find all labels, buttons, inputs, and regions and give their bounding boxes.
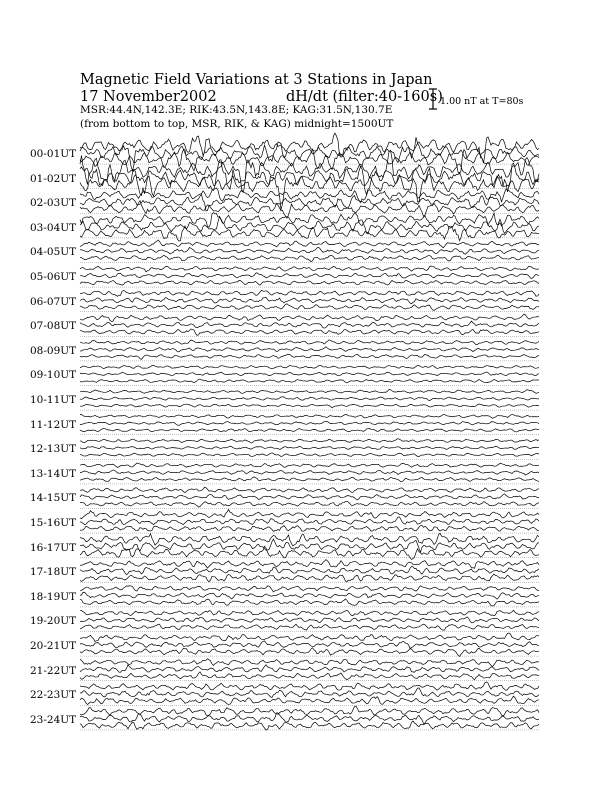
trace-rik <box>80 217 539 234</box>
trace-rik <box>80 137 539 171</box>
hour-label: 11-12UT <box>30 418 77 431</box>
hour-label: 23-24UT <box>30 713 77 726</box>
quantity-label: dH/dt (filter:40-160s) <box>286 89 443 105</box>
trace-kag <box>80 706 539 716</box>
trace-rik <box>80 297 539 303</box>
trace-rik <box>80 446 539 449</box>
trace-kag <box>80 439 539 443</box>
trace-kag <box>80 240 539 248</box>
trace-msr <box>80 201 539 219</box>
trace-rik <box>80 494 539 500</box>
trace-msr <box>80 329 539 335</box>
trace-kag <box>80 659 539 667</box>
hour-label: 16-17UT <box>30 541 77 554</box>
hour-label: 21-22UT <box>30 664 77 677</box>
hour-label: 17-18UT <box>30 566 77 579</box>
trace-rik <box>80 592 539 599</box>
hour-label: 22-23UT <box>30 689 77 702</box>
trace-msr <box>80 280 539 285</box>
trace-kag <box>80 610 539 616</box>
hour-label: 01-02UT <box>30 172 77 185</box>
hour-label: 10-11UT <box>30 394 77 406</box>
trace-kag <box>80 365 539 368</box>
trace-rik <box>80 470 539 475</box>
trace-rik <box>80 539 539 552</box>
trace-rik <box>80 247 539 254</box>
hour-label: 07-08UT <box>30 320 77 333</box>
hour-label: 08-09UT <box>30 344 77 357</box>
trace-msr <box>80 501 539 507</box>
trace-rik <box>80 421 539 425</box>
trace-kag <box>80 509 539 518</box>
trace-msr <box>80 696 539 704</box>
trace-kag <box>80 188 539 203</box>
trace-kag <box>80 633 539 641</box>
trace-kag <box>80 487 539 493</box>
trace-msr <box>80 574 539 582</box>
trace-msr <box>80 599 539 606</box>
hour-label: 05-06UT <box>30 271 77 283</box>
trace-msr <box>80 525 539 531</box>
trace-rik <box>80 617 539 623</box>
trace-kag <box>80 682 539 691</box>
trace-kag <box>80 340 539 345</box>
trace-msr <box>80 477 539 482</box>
trace-kag <box>80 586 539 592</box>
station-order-note: (from bottom to top, MSR, RIK, & KAG) midnight=1500UT <box>80 118 394 130</box>
hour-label: 09-10UT <box>30 369 77 382</box>
trace-msr <box>80 404 539 408</box>
hour-label: 06-07UT <box>30 295 77 308</box>
trace-kag <box>80 133 539 163</box>
trace-msr <box>80 721 539 730</box>
trace-rik <box>80 372 539 376</box>
trace-msr <box>80 672 539 680</box>
trace-msr <box>80 624 539 630</box>
trace-kag <box>80 266 539 272</box>
trace-kag <box>80 390 539 394</box>
hour-label: 18-19UT <box>30 590 77 603</box>
hour-label: 14-15UT <box>30 492 77 505</box>
trace-rik <box>80 321 539 328</box>
trace-rik <box>80 567 539 575</box>
trace-kag <box>80 290 539 296</box>
trace-msr <box>80 226 539 241</box>
trace-kag <box>80 314 539 321</box>
trace-rik <box>80 517 539 525</box>
trace-msr <box>80 379 539 383</box>
hour-label: 20-21UT <box>30 640 77 652</box>
hour-label: 15-16UT <box>30 517 77 529</box>
chart-title: Magnetic Field Variations at 3 Stations in Japan <box>80 72 433 88</box>
hour-label: 04-05UT <box>30 246 77 259</box>
trace-msr <box>80 428 539 431</box>
trace-rik <box>80 713 539 724</box>
trace-kag <box>80 560 539 569</box>
hour-label: 00-01UT <box>30 148 77 160</box>
hour-label: 12-13UT <box>30 443 77 456</box>
trace-rik <box>80 665 539 673</box>
hour-label: 03-04UT <box>30 221 77 234</box>
trace-rik <box>80 641 539 648</box>
trace-msr <box>80 255 539 261</box>
trace-msr <box>80 453 539 457</box>
trace-rik <box>80 688 539 698</box>
trace-rik <box>80 397 539 401</box>
hour-label: 02-03UT <box>30 197 77 210</box>
trace-msr <box>80 546 539 559</box>
station-coordinates: MSR:44.4N,142.3E; RIK:43.5N,143.8E; KAG:31.5N,130.7E <box>80 104 393 116</box>
trace-msr <box>80 648 539 657</box>
trace-rik <box>80 273 539 279</box>
trace-kag <box>80 533 539 546</box>
hour-label: 19-20UT <box>30 615 77 628</box>
trace-kag <box>80 463 539 467</box>
trace-msr <box>80 354 539 359</box>
trace-kag <box>80 414 539 418</box>
scale-label: 1.00 nT at T=80s <box>440 96 524 107</box>
trace-msr <box>80 304 539 311</box>
date-label: 17 November2002 <box>80 89 217 105</box>
hour-label: 13-14UT <box>30 467 77 480</box>
trace-rik <box>80 347 539 352</box>
